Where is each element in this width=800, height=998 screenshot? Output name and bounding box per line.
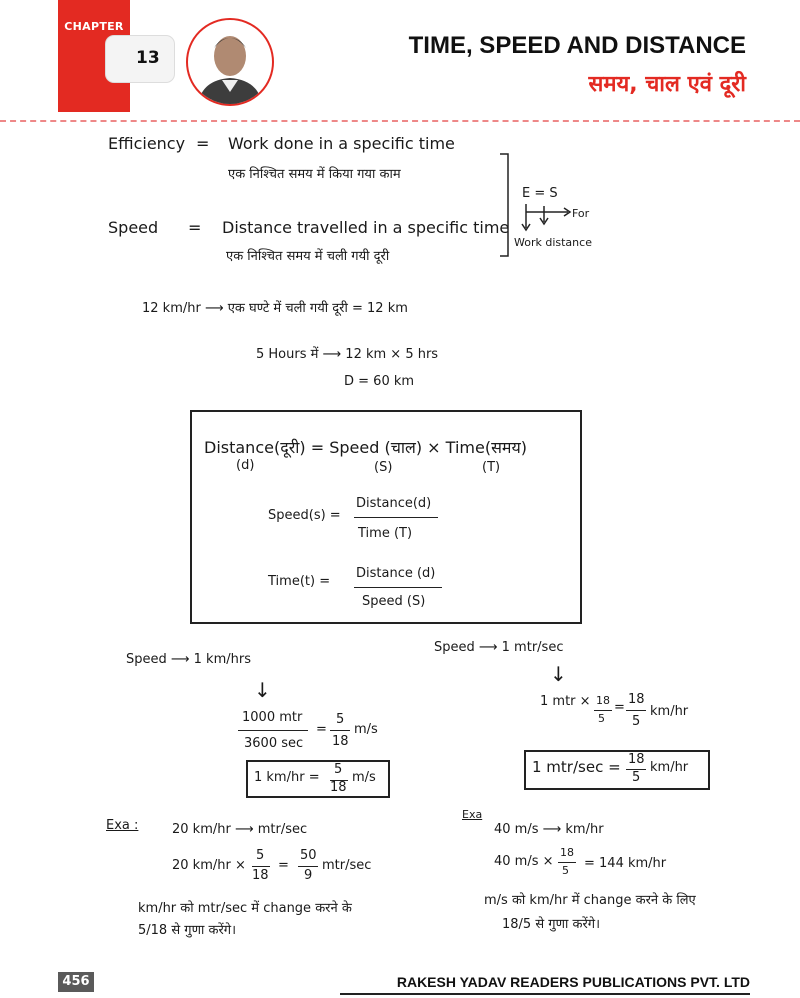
speed-term: Speed <box>108 218 159 237</box>
example-question: 40 m/s ⟶ km/hr <box>494 822 604 837</box>
time-formula-label: Time(t) = <box>268 574 331 589</box>
result-numerator: 18 <box>628 692 645 707</box>
example-note-line2: 18/5 से गुणा करेंगे। <box>502 917 601 932</box>
author-photo <box>186 18 274 106</box>
fraction-bar <box>238 730 308 731</box>
time-formula-denominator: Speed (S) <box>362 594 426 609</box>
box-ms-label: 1 mtr/sec = <box>532 758 621 776</box>
example-result-numerator: 50 <box>300 848 317 863</box>
e-equals-s: E = S <box>522 186 558 201</box>
fraction-bar <box>252 866 270 867</box>
force-label: For <box>572 207 590 220</box>
example-denominator: 18 <box>252 868 269 883</box>
fraction-bar <box>558 862 576 863</box>
box-unit: km/hr <box>650 760 689 775</box>
example-step-left: 40 m/s × <box>494 854 554 869</box>
fraction-bar <box>626 710 646 711</box>
box-denominator: 18 <box>330 780 347 795</box>
speed-symbol: (S) <box>374 460 393 475</box>
box-unit: m/s <box>352 770 376 785</box>
footer-rule <box>340 993 750 995</box>
kmh-meaning-line: 12 km/hr ⟶ एक घण्टे में चली गयी दूरी = 12 km <box>142 301 408 316</box>
result-numerator: 5 <box>336 712 345 727</box>
example-label: Exa : <box>106 818 139 833</box>
example-note-line1: m/s को km/hr में change करने के लिए <box>484 893 696 908</box>
fraction-bar <box>354 587 442 588</box>
chapter-label: CHAPTER <box>64 20 124 33</box>
box-kmh-label: 1 km/hr = <box>254 770 320 785</box>
work-distance-label: Work distance <box>514 236 592 249</box>
box-numerator: 5 <box>334 762 343 777</box>
fraction-bar <box>354 517 438 518</box>
result-unit: m/s <box>354 722 378 737</box>
speed-formula-denominator: Time (T) <box>358 526 413 541</box>
example-result-denominator: 9 <box>304 868 313 883</box>
equals-sign: = <box>196 134 210 153</box>
header-divider <box>0 120 800 122</box>
time-symbol: (T) <box>482 460 501 475</box>
ms-to-kmh-start: Speed ⟶ 1 mtr/sec <box>434 640 564 655</box>
fraction-bar <box>298 866 318 867</box>
result-unit: km/hr <box>650 704 689 719</box>
conv-numerator: 1000 mtr <box>242 710 303 725</box>
example-numerator: 5 <box>256 848 265 863</box>
time-formula-numerator: Distance (d) <box>356 566 436 581</box>
publisher-name: RAKESH YADAV READERS PUBLICATIONS PVT. LTD <box>396 974 750 990</box>
box-numerator: 18 <box>628 752 645 767</box>
equals-sign: = <box>278 858 289 873</box>
example-question: 20 km/hr ⟶ mtr/sec <box>172 822 308 837</box>
down-arrow-icon: ↓ <box>550 662 567 686</box>
example-numerator: 18 <box>560 846 574 859</box>
efficiency-term: Efficiency <box>108 134 186 153</box>
result-denominator: 5 <box>632 714 641 729</box>
result-denominator: 18 <box>332 734 349 749</box>
page-number: 456 <box>62 974 90 989</box>
chapter-number: 13 <box>136 48 160 68</box>
example-denominator: 5 <box>562 864 569 877</box>
distance-result: D = 60 km <box>344 374 415 389</box>
example-label: Exa <box>462 808 483 821</box>
equals-sign: = <box>188 218 202 237</box>
distance-formula: Distance(दूरी) = Speed (चाल) × Time(समय) <box>204 438 527 457</box>
chapter-title-english: TIME, SPEED AND DISTANCE <box>408 32 746 59</box>
conv-denominator: 3600 sec <box>244 736 304 751</box>
equals-sign: = <box>316 722 327 737</box>
down-arrow-icon: ↓ <box>254 678 271 702</box>
conv-denominator: 5 <box>598 712 605 725</box>
fraction-bar <box>330 730 350 731</box>
speed-formula-numerator: Distance(d) <box>356 496 432 511</box>
efficiency-definition: Work done in a specific time <box>228 134 455 153</box>
efficiency-definition-hindi: एक निश्चित समय में किया गया काम <box>228 167 401 182</box>
fraction-bar <box>594 710 612 711</box>
example-result: = 144 km/hr <box>584 856 667 871</box>
speed-definition: Distance travelled in a specific time <box>222 218 510 237</box>
example-step-left: 20 km/hr × <box>172 858 246 873</box>
equals-sign: = <box>614 700 625 715</box>
speed-definition-hindi: एक निश्चित समय में चली गयी दूरी <box>226 249 390 264</box>
speed-formula-label: Speed(s) = <box>268 508 341 523</box>
conv-numerator: 18 <box>596 694 610 707</box>
five-hours-line: 5 Hours में ⟶ 12 km × 5 hrs <box>256 347 439 362</box>
example-result-unit: mtr/sec <box>322 858 372 873</box>
distance-symbol: (d) <box>236 458 255 473</box>
example-note-line2: 5/18 से गुणा करेंगे। <box>138 923 237 938</box>
kmh-to-ms-start: Speed ⟶ 1 km/hrs <box>126 652 251 667</box>
chapter-title-hindi: समय, चाल एवं दूरी <box>588 72 746 97</box>
conv-left-term: 1 mtr × <box>540 694 591 709</box>
example-note-line1: km/hr को mtr/sec में change करने के <box>138 901 352 916</box>
box-denominator: 5 <box>632 770 641 785</box>
